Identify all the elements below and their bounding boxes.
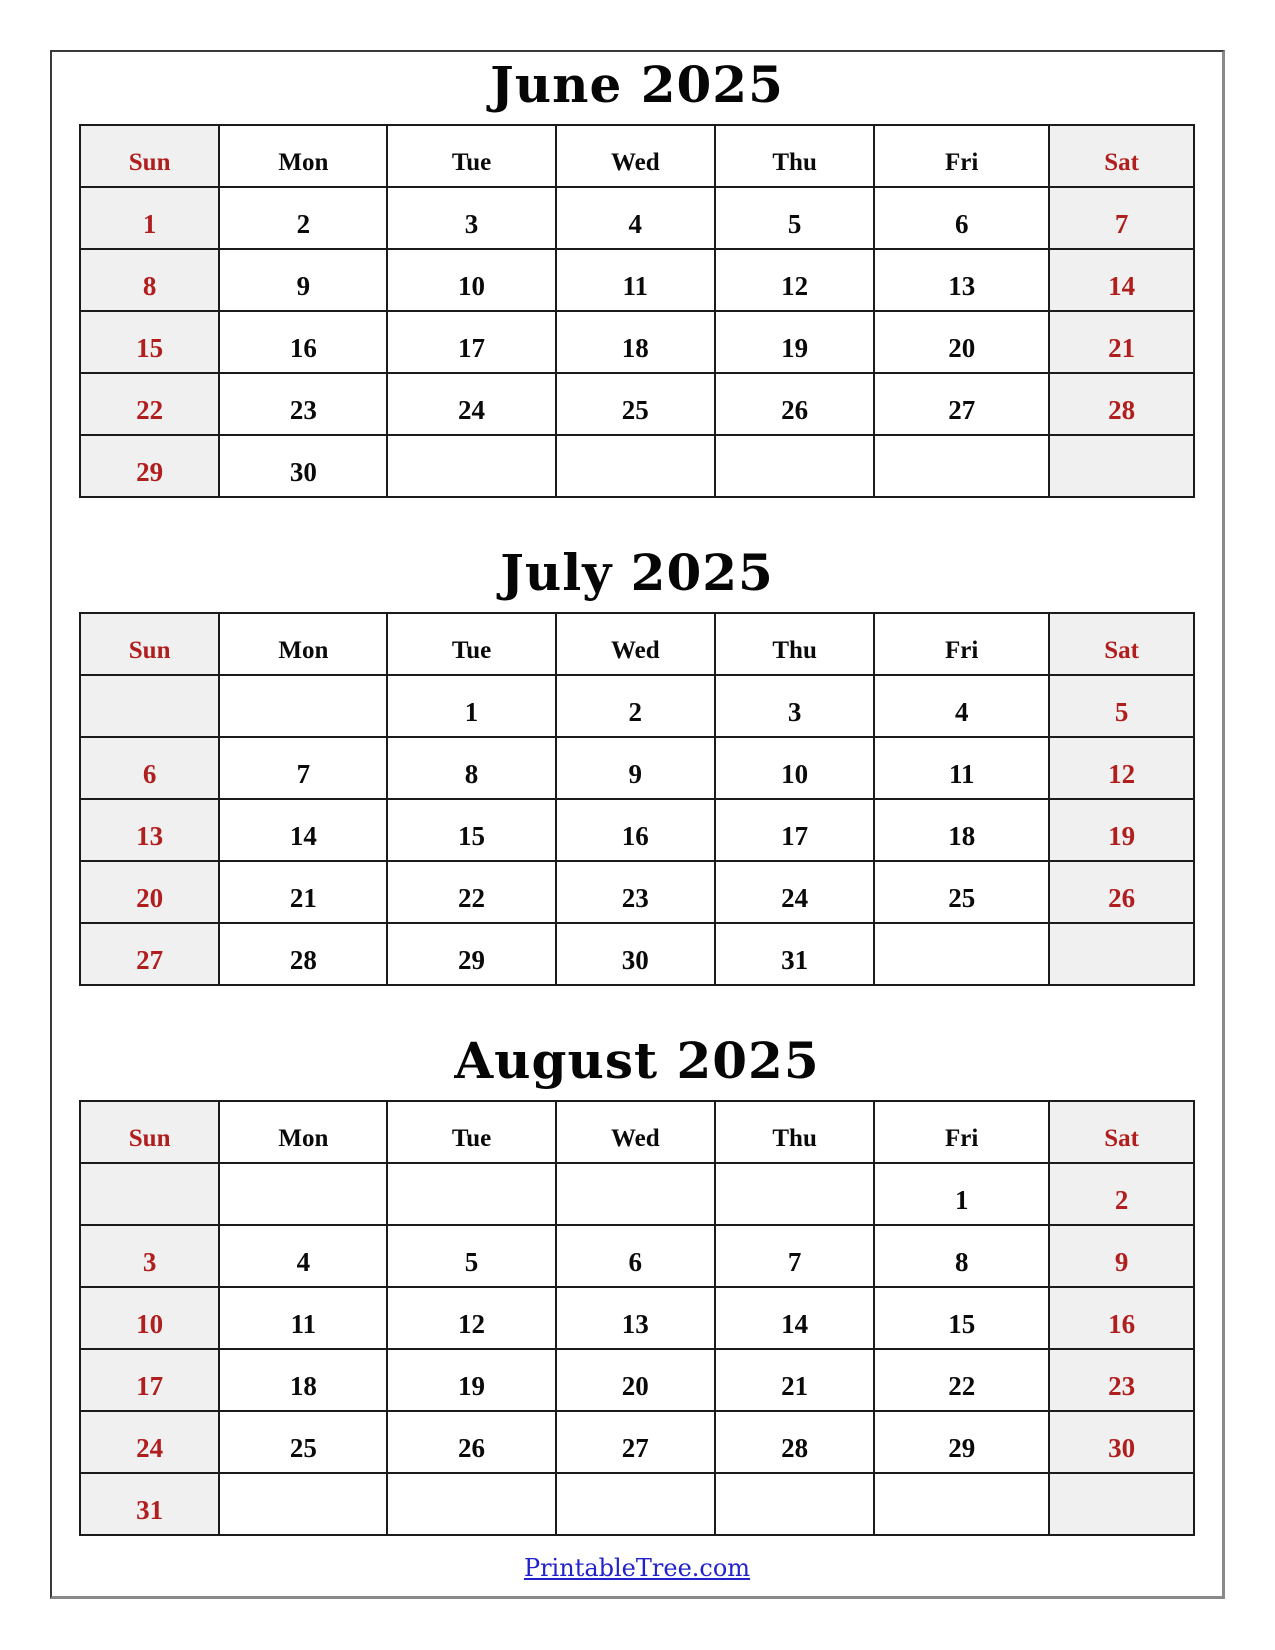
empty-day-cell [715, 1163, 874, 1225]
day-cell: 11 [556, 249, 715, 311]
day-cell: 27 [874, 373, 1049, 435]
week-row [80, 1473, 1194, 1535]
day-cell: 16 [1049, 1287, 1194, 1349]
day-cell: 26 [1049, 861, 1194, 923]
day-cell: 29 [387, 923, 555, 985]
day-cell: 30 [556, 923, 715, 985]
day-cell: 6 [874, 187, 1049, 249]
week-row [80, 249, 1194, 311]
day-header-tue: Tue [387, 125, 555, 187]
day-cell: 25 [556, 373, 715, 435]
day-header-sat: Sat [1049, 125, 1194, 187]
month-june-2025 [79, 55, 1195, 498]
week-row [80, 799, 1194, 861]
empty-day-cell [715, 1473, 874, 1535]
day-cell: 30 [219, 435, 387, 497]
empty-day-cell [387, 1163, 555, 1225]
day-cell: 30 [1049, 1411, 1194, 1473]
day-cell: 4 [874, 675, 1049, 737]
empty-day-cell [387, 435, 555, 497]
day-cell: 13 [556, 1287, 715, 1349]
day-cell: 26 [715, 373, 874, 435]
week-row [80, 1225, 1194, 1287]
week-row [80, 187, 1194, 249]
week-row [80, 373, 1194, 435]
day-cell: 7 [219, 737, 387, 799]
day-cell: 31 [80, 1473, 219, 1535]
day-cell: 8 [874, 1225, 1049, 1287]
empty-day-cell [219, 1473, 387, 1535]
empty-day-cell [715, 435, 874, 497]
month-title: July 2025 [500, 543, 774, 602]
week-row [80, 675, 1194, 737]
day-cell: 17 [387, 311, 555, 373]
empty-day-cell [556, 435, 715, 497]
day-cell: 14 [715, 1287, 874, 1349]
day-cell: 10 [80, 1287, 219, 1349]
day-header-thu: Thu [715, 1101, 874, 1163]
day-cell: 10 [387, 249, 555, 311]
day-cell: 14 [219, 799, 387, 861]
day-header-sat: Sat [1049, 613, 1194, 675]
empty-day-cell [1049, 435, 1194, 497]
week-row [80, 861, 1194, 923]
empty-day-cell [387, 1473, 555, 1535]
day-cell: 3 [715, 675, 874, 737]
day-cell: 1 [387, 675, 555, 737]
week-row [80, 1163, 1194, 1225]
day-header-thu: Thu [715, 125, 874, 187]
day-cell: 16 [556, 799, 715, 861]
day-cell: 22 [387, 861, 555, 923]
day-cell: 4 [556, 187, 715, 249]
empty-day-cell [874, 923, 1049, 985]
day-cell: 28 [1049, 373, 1194, 435]
calendar-sheet [50, 50, 1225, 1599]
week-row [80, 1287, 1194, 1349]
empty-day-cell [1049, 1473, 1194, 1535]
day-cell: 24 [715, 861, 874, 923]
day-cell: 9 [219, 249, 387, 311]
day-cell: 6 [80, 737, 219, 799]
day-cell: 26 [387, 1411, 555, 1473]
day-cell: 27 [556, 1411, 715, 1473]
empty-day-cell [874, 1473, 1049, 1535]
day-cell: 3 [387, 187, 555, 249]
day-cell: 12 [1049, 737, 1194, 799]
day-cell: 13 [80, 799, 219, 861]
week-row [80, 737, 1194, 799]
month-august-2025 [79, 1031, 1195, 1536]
day-cell: 31 [715, 923, 874, 985]
day-cell: 22 [874, 1349, 1049, 1411]
day-header-mon: Mon [219, 1101, 387, 1163]
day-cell: 18 [219, 1349, 387, 1411]
day-header-mon: Mon [219, 613, 387, 675]
day-header-sun: Sun [80, 1101, 219, 1163]
day-cell: 1 [874, 1163, 1049, 1225]
day-header-sun: Sun [80, 613, 219, 675]
month-title: June 2025 [490, 55, 784, 114]
month-title: August 2025 [454, 1031, 820, 1090]
day-cell: 24 [80, 1411, 219, 1473]
day-cell: 21 [1049, 311, 1194, 373]
week-row [80, 923, 1194, 985]
empty-day-cell [80, 1163, 219, 1225]
day-cell: 18 [556, 311, 715, 373]
day-header-row [80, 125, 1194, 187]
day-cell: 19 [1049, 799, 1194, 861]
day-cell: 11 [219, 1287, 387, 1349]
day-cell: 12 [387, 1287, 555, 1349]
day-cell: 25 [219, 1411, 387, 1473]
empty-day-cell [874, 435, 1049, 497]
week-row [80, 1411, 1194, 1473]
calendar-table [79, 612, 1195, 986]
day-cell: 28 [715, 1411, 874, 1473]
day-cell: 13 [874, 249, 1049, 311]
day-cell: 20 [556, 1349, 715, 1411]
printabletree-link[interactable]: PrintableTree.com [523, 1554, 751, 1582]
day-cell: 15 [80, 311, 219, 373]
day-cell: 25 [874, 861, 1049, 923]
day-header-fri: Fri [874, 125, 1049, 187]
day-cell: 8 [80, 249, 219, 311]
day-header-fri: Fri [874, 613, 1049, 675]
empty-day-cell [219, 1163, 387, 1225]
day-cell: 20 [874, 311, 1049, 373]
months-container [79, 55, 1195, 1536]
day-header-wed: Wed [556, 613, 715, 675]
day-cell: 10 [715, 737, 874, 799]
day-cell: 17 [715, 799, 874, 861]
empty-day-cell [1049, 923, 1194, 985]
day-cell: 16 [219, 311, 387, 373]
day-cell: 17 [80, 1349, 219, 1411]
day-header-row [80, 613, 1194, 675]
day-cell: 21 [715, 1349, 874, 1411]
day-header-thu: Thu [715, 613, 874, 675]
day-cell: 14 [1049, 249, 1194, 311]
day-cell: 2 [219, 187, 387, 249]
day-cell: 21 [219, 861, 387, 923]
day-cell: 1 [80, 187, 219, 249]
week-row [80, 311, 1194, 373]
month-july-2025 [79, 543, 1195, 986]
day-cell: 5 [387, 1225, 555, 1287]
empty-day-cell [80, 675, 219, 737]
day-header-row [80, 1101, 1194, 1163]
footer [79, 1554, 1195, 1582]
day-header-tue: Tue [387, 613, 555, 675]
day-cell: 7 [715, 1225, 874, 1287]
day-cell: 7 [1049, 187, 1194, 249]
day-cell: 5 [715, 187, 874, 249]
empty-day-cell [219, 675, 387, 737]
day-cell: 27 [80, 923, 219, 985]
day-cell: 23 [219, 373, 387, 435]
day-cell: 22 [80, 373, 219, 435]
empty-day-cell [556, 1163, 715, 1225]
day-cell: 5 [1049, 675, 1194, 737]
day-header-tue: Tue [387, 1101, 555, 1163]
day-cell: 18 [874, 799, 1049, 861]
calendar-table [79, 1100, 1195, 1536]
day-header-mon: Mon [219, 125, 387, 187]
day-cell: 23 [556, 861, 715, 923]
day-cell: 8 [387, 737, 555, 799]
day-cell: 12 [715, 249, 874, 311]
day-cell: 4 [219, 1225, 387, 1287]
day-cell: 15 [387, 799, 555, 861]
empty-day-cell [556, 1473, 715, 1535]
day-cell: 23 [1049, 1349, 1194, 1411]
day-cell: 3 [80, 1225, 219, 1287]
day-cell: 29 [874, 1411, 1049, 1473]
day-cell: 28 [219, 923, 387, 985]
day-cell: 9 [556, 737, 715, 799]
day-header-sun: Sun [80, 125, 219, 187]
day-cell: 19 [715, 311, 874, 373]
day-header-wed: Wed [556, 1101, 715, 1163]
day-header-sat: Sat [1049, 1101, 1194, 1163]
week-row [80, 1349, 1194, 1411]
day-header-fri: Fri [874, 1101, 1049, 1163]
day-cell: 6 [556, 1225, 715, 1287]
day-cell: 29 [80, 435, 219, 497]
day-header-wed: Wed [556, 125, 715, 187]
day-cell: 2 [556, 675, 715, 737]
week-row [80, 435, 1194, 497]
day-cell: 24 [387, 373, 555, 435]
day-cell: 19 [387, 1349, 555, 1411]
day-cell: 9 [1049, 1225, 1194, 1287]
day-cell: 20 [80, 861, 219, 923]
day-cell: 15 [874, 1287, 1049, 1349]
day-cell: 2 [1049, 1163, 1194, 1225]
day-cell: 11 [874, 737, 1049, 799]
calendar-table [79, 124, 1195, 498]
